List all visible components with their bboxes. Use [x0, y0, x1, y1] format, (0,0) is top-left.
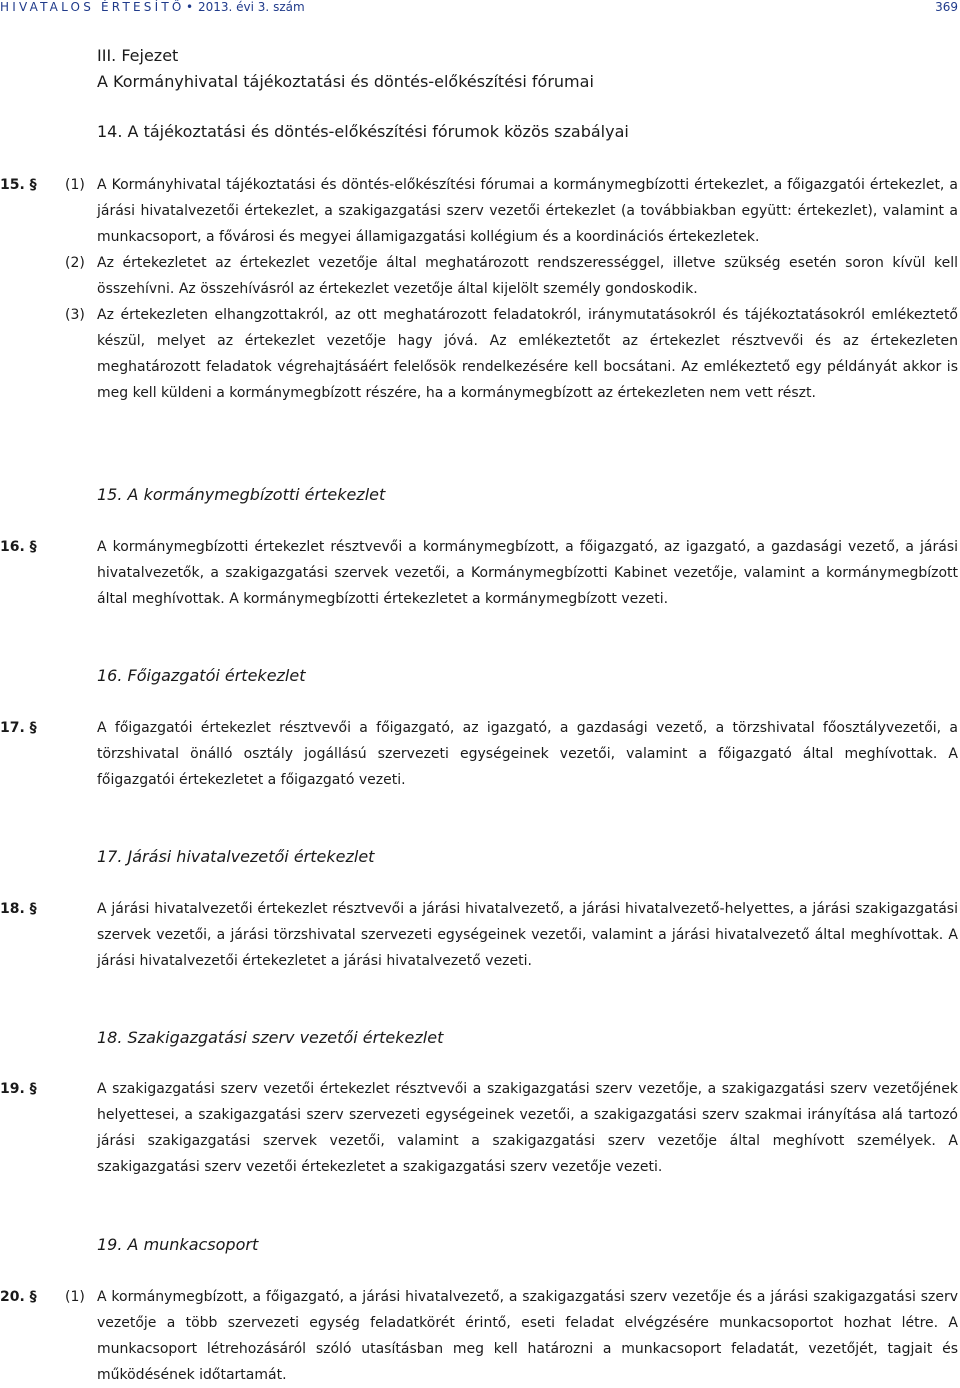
section-number: 15. §	[0, 177, 37, 193]
section-number: 17. §	[0, 720, 37, 736]
paragraph-label: (2)	[65, 255, 85, 271]
section-text: A szakigazgatási szerv vezetői értekezlet résztvevői a szakigazgatási szerv vezetője, a szakigazgatási szerv vezetőjének helyettesei, a szakigazgatási szerv szervezeti egységeinek vezetői, a szakigazgatási szerv szakmai irányítása alá tartozó járási szakigazgatási szervek vezetői, valamint a szakigazgatási szerv vezetője által meghívott személyek. A szakigazgatási szerv vezetői értekezletet a szakigazgatási szerv vezetője vezeti.	[97, 1081, 958, 1175]
section-heading: 15. A kormánymegbízotti értekezlet	[97, 485, 386, 504]
section-text: A főigazgatói értekezlet résztvevői a főigazgató, az igazgató, a gazdasági vezető, a törzshivatal főosztályvezetői, a törzshivatal önálló osztály jogállású szervezeti egységeinek vezetői, valamint a főigazgató által meghívottak. A főigazgatói értekezletet a főigazgató vezeti.	[97, 720, 958, 788]
chapter-title: A Kormányhivatal tájékoztatási és döntés-előkészítési fórumai	[97, 72, 594, 91]
section-heading: 17. Járási hivatalvezetői értekezlet	[97, 847, 375, 866]
paragraph-label: (1)	[65, 1289, 85, 1305]
section-number: 20. §	[0, 1289, 37, 1305]
section-number: 19. §	[0, 1081, 37, 1097]
paragraph-text: Az értekezleten elhangzottakról, az ott meghatározott feladatokról, iránymutatásokról és tájékoztatásokról emlékeztető készül, melyet az értekezlet vezetője hagy jóvá. Az emlékeztetőt az értekezlet résztvevői és az értekezleten meghatározott feladatok végrehajtásáért felelősök rendelkezésére kell bocsátani. Az emlékeztető egy példányát akkor is meg kell küldeni a kormánymegbízott részére, ha a kormánymegbízott az értekezleten nem vett részt.	[97, 307, 958, 401]
section-text: A kormánymegbízotti értekezlet résztvevői a kormánymegbízott, a főigazgató, az igazgató, a gazdasági vezető, a járási hivatalvezetők, a szakigazgatási szervek vezetői, a Kormánymegbízotti Kabinet vezetője, valamint a kormánymegbízott által meghívottak. A kormánymegbízotti értekezletet a kormánymegbízott vezeti.	[97, 539, 958, 607]
paragraph-text: Az értekezletet az értekezlet vezetője által meghatározott rendszerességgel, illetve szükség esetén soron kívül kell összehívni. Az összehívásról az értekezlet vezetője által kijelölt személy gondoskodik.	[97, 255, 958, 297]
section-heading: 19. A munkacsoport	[97, 1235, 259, 1254]
page-number: 369	[935, 0, 958, 14]
paragraph-label: (3)	[65, 307, 85, 323]
paragraph-text: A kormánymegbízott, a főigazgató, a járási hivatalvezető, a szakigazgatási szerv vezetője és a járási szakigazgatási szerv vezetője a több szervezeti egység feladatkörét érintő, eseti feladat elvégzésére munkacsoportot hozhat létre. A munkacsoport létrehozásáról szóló utasításban meg kell határozni a munkacsoport feladatát, vezetőjét, tagjait és működésének időtartamát.	[97, 1289, 958, 1383]
paragraph-text: A Kormányhivatal tájékoztatási és döntés-előkészítési fórumai a kormánymegbízotti értekezlet, a főigazgatói értekezlet, a járási hivatalvezetői értekezlet, a szakigazgatási szerv vezetői értekezlet (a továbbiakban együtt: értekezlet), valamint a munkacsoport, a fővárosi és megyei államigazgatási kollégium és a koordinációs értekezletek.	[97, 177, 958, 245]
section-heading: 18. Szakigazgatási szerv vezetői értekezlet	[97, 1028, 444, 1047]
section-number: 16. §	[0, 539, 37, 555]
header-bullet: •	[186, 0, 194, 14]
running-header	[0, 0, 960, 14]
section-heading: 14. A tájékoztatási és döntés-előkészítési fórumok közös szabályai	[97, 122, 629, 141]
section-text: A járási hivatalvezetői értekezlet résztvevői a járási hivatalvezető, a járási hivatalvezető-helyettes, a járási szakigazgatási szervek vezetői, a járási törzshivatal szervezeti egységeinek vezetői, valamint a járási hivatalvezető által meghívottak. A járási hivatalvezetői értekezletet a járási hivatalvezető vezeti.	[97, 901, 958, 969]
paragraph-label: (1)	[65, 177, 85, 193]
chapter-number: III. Fejezet	[97, 46, 179, 65]
issue-label: 2013. évi 3. szám	[198, 0, 305, 14]
section-heading: 16. Főigazgatói értekezlet	[97, 666, 306, 685]
journal-title: HIVATALOS ÉRTESÍTŐ	[0, 0, 185, 14]
section-number: 18. §	[0, 901, 37, 917]
